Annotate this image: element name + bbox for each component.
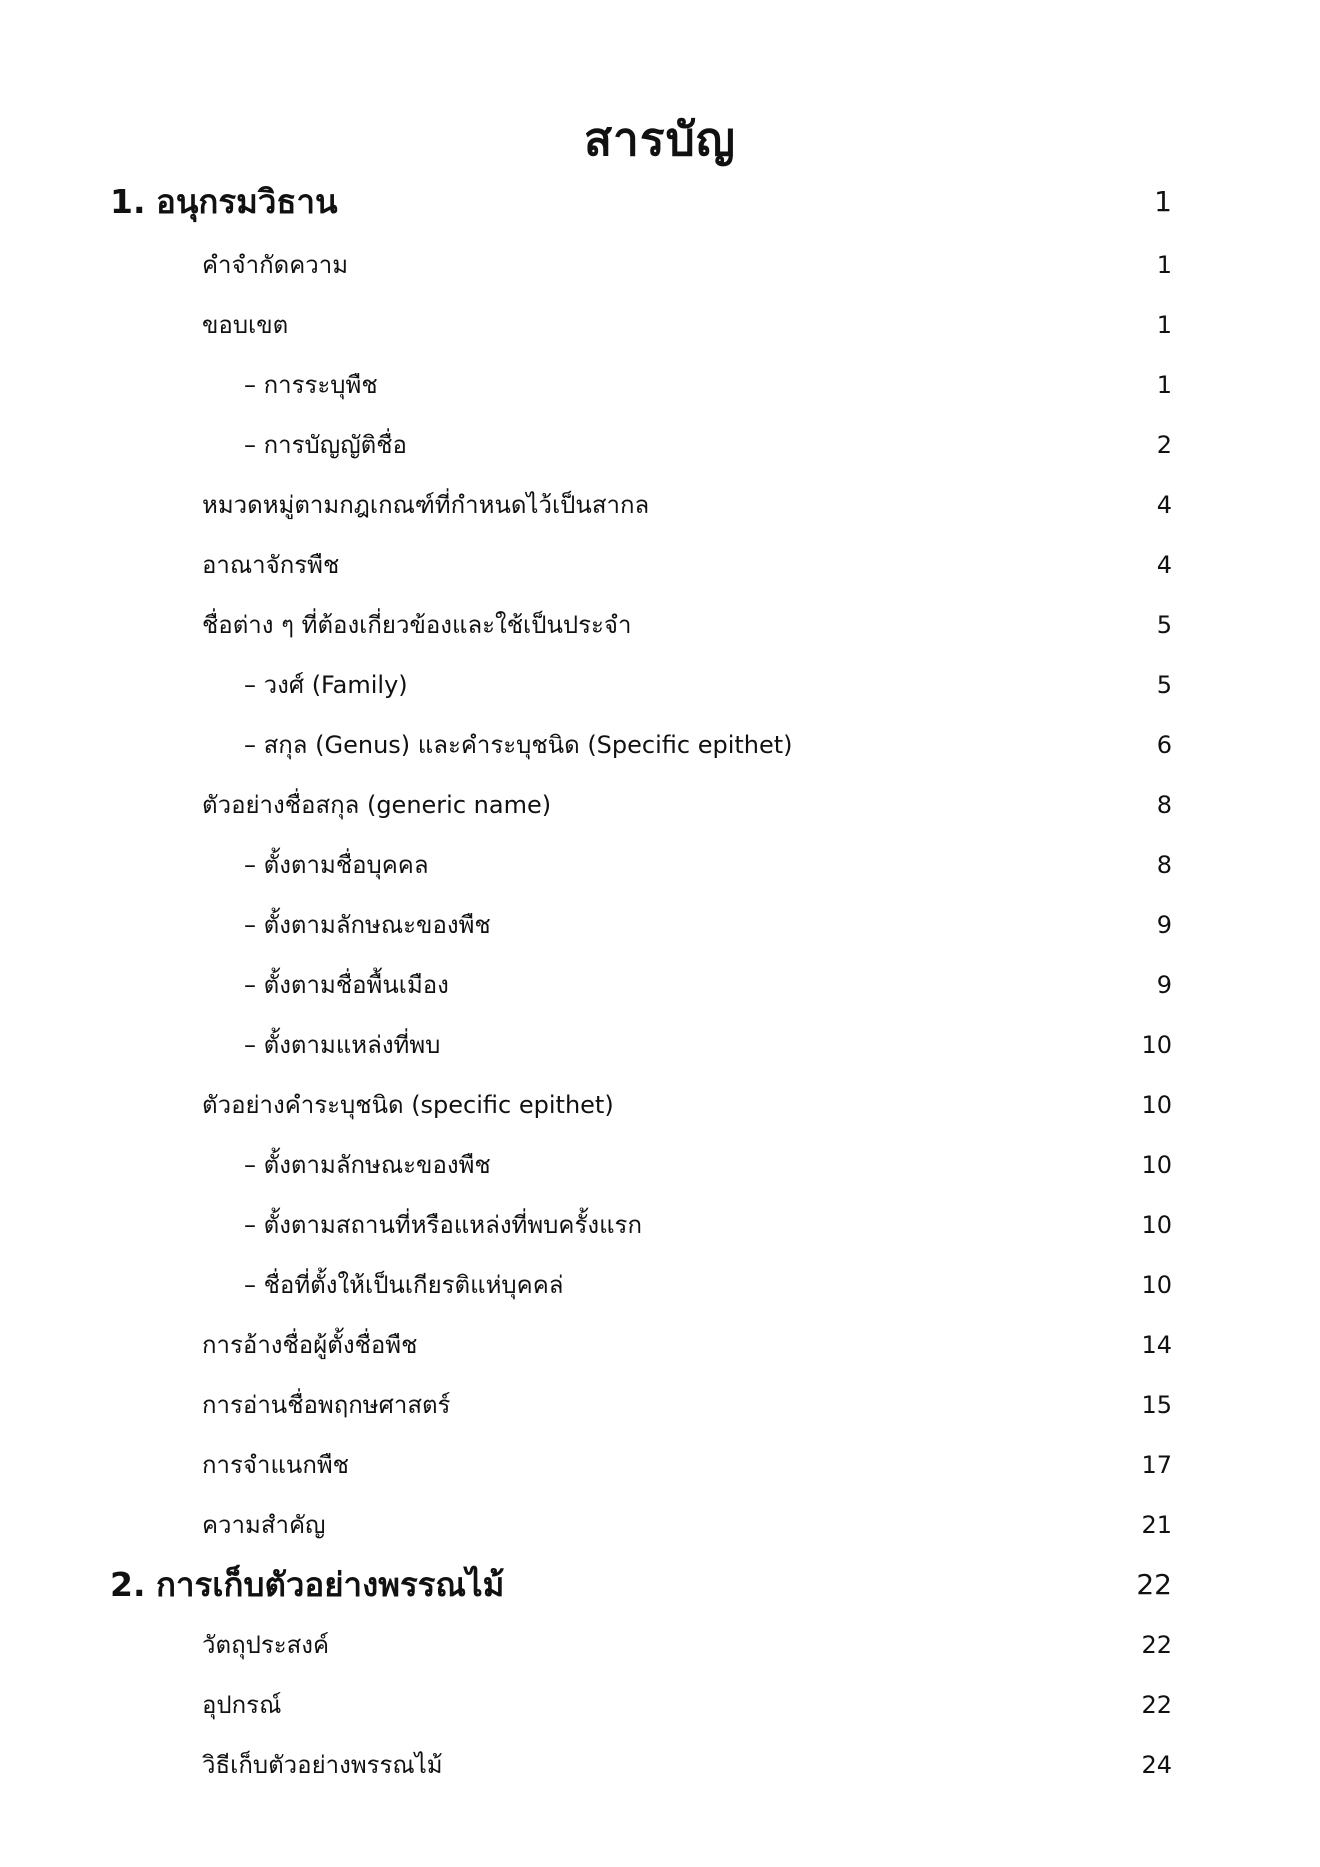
toc-subentry-row (0, 963, 1320, 1007)
toc-entry-row (0, 783, 1320, 827)
toc-entry-row (0, 1503, 1320, 1547)
toc-entry-label: ขอบเขต (202, 311, 289, 339)
section-title: การเก็บตัวอย่างพรรณไม้ (156, 1565, 505, 1604)
toc-subentry-row (0, 723, 1320, 767)
toc-entry-label: คำจำกัดความ (202, 251, 349, 279)
toc-page-number: 22 (1136, 1568, 1172, 1601)
toc-entry-label: – ตั้งตามลักษณะของพืช (244, 1151, 491, 1179)
toc-page-number: 17 (1141, 1451, 1172, 1479)
toc-page-number: 6 (1156, 731, 1172, 759)
toc-page-number: 10 (1141, 1091, 1172, 1119)
toc-entry-row (0, 603, 1320, 647)
toc-page-number: 4 (1156, 551, 1172, 579)
toc-entry-label: – ตั้งตามสถานที่หรือแหล่งที่พบครั้งแรก (244, 1211, 642, 1239)
toc-page-number: 24 (1141, 1751, 1172, 1779)
toc-entry-label: – การระบุพืช (244, 371, 378, 399)
toc-page-number: 22 (1141, 1691, 1172, 1719)
toc-entry-label: หมวดหมู่ตามกฎเกณฑ์ที่กำหนดไว้เป็นสากล (202, 491, 650, 519)
toc-page-number: 15 (1141, 1391, 1172, 1419)
toc-entry-row (0, 303, 1320, 347)
toc-entry-label: – ตั้งตามลักษณะของพืช (244, 911, 491, 939)
toc-subentry-row (0, 843, 1320, 887)
toc-entry-label (110, 1563, 504, 1607)
toc-entry-label: วัตถุประสงค์ (202, 1631, 330, 1659)
toc-page-number: 10 (1141, 1151, 1172, 1179)
section-number: 1. (110, 182, 146, 221)
toc-entry-row (0, 1323, 1320, 1367)
toc-subentry-row (0, 663, 1320, 707)
toc-entry-label: – ชื่อที่ตั้งให้เป็นเกียรติแห่บุคคล่ (244, 1271, 564, 1299)
section-title: อนุกรมวิธาน (156, 182, 338, 221)
toc-page-number: 10 (1141, 1031, 1172, 1059)
toc-page-number: 8 (1156, 791, 1172, 819)
toc-page-number: 5 (1156, 611, 1172, 639)
toc-entry-label: อาณาจักรพืช (202, 551, 340, 579)
toc-entry-label: – สกุล (Genus) และคำระบุชนิด (Specific epithet) (244, 731, 793, 759)
toc-subentry-row (0, 1203, 1320, 1247)
toc-entry-row (0, 1083, 1320, 1127)
toc-page-number: 2 (1156, 431, 1172, 459)
toc-section-row (0, 180, 1320, 224)
toc-subentry-row (0, 903, 1320, 947)
toc-entry-label: อุปกรณ์ (202, 1691, 282, 1719)
toc-entry-label: ตัวอย่างชื่อสกุล (generic name) (202, 791, 552, 819)
toc-page-number: 10 (1141, 1271, 1172, 1299)
toc-entry-label: – การบัญญัติชื่อ (244, 431, 407, 459)
toc-page-number: 1 (1156, 311, 1172, 339)
toc-entry-label: – ตั้งตามชื่อบุคคล (244, 851, 429, 879)
toc-entry-label: – ตั้งตามชื่อพื้นเมือง (244, 971, 449, 999)
toc-entry-label: ความสำคัญ (202, 1511, 326, 1539)
toc-entry-label: การจำแนกพืช (202, 1451, 349, 1479)
toc-section-row (0, 1563, 1320, 1607)
toc-entry-label: การอ้างชื่อผู้ตั้งชื่อพืช (202, 1331, 418, 1359)
toc-entry-label: ชื่อต่าง ๆ ที่ต้องเกี่ยวข้องและใช้เป็นประจำ (202, 611, 632, 639)
toc-entry-row (0, 1683, 1320, 1727)
toc-entry-label: การอ่านชื่อพฤกษศาสตร์ (202, 1391, 451, 1419)
toc-subentry-row (0, 1023, 1320, 1067)
toc-entry-label: – ตั้งตามแหล่งที่พบ (244, 1031, 441, 1059)
toc-page-number: 1 (1154, 185, 1172, 218)
toc-subentry-row (0, 363, 1320, 407)
toc-entry-row (0, 483, 1320, 527)
toc-entry-row (0, 1743, 1320, 1787)
toc-page-number: 14 (1141, 1331, 1172, 1359)
toc-page-number: 5 (1156, 671, 1172, 699)
toc-entry-label (110, 180, 338, 224)
page-title: สารบัญ (583, 112, 736, 166)
toc-entry-row (0, 1383, 1320, 1427)
toc-entry-row (0, 243, 1320, 287)
toc-entry-row (0, 543, 1320, 587)
toc-page-number: 21 (1141, 1511, 1172, 1539)
toc-page-number: 8 (1156, 851, 1172, 879)
toc-page-number: 10 (1141, 1211, 1172, 1239)
toc-page-number: 1 (1156, 371, 1172, 399)
toc-entry-label: ตัวอย่างคำระบุชนิด (specific epithet) (202, 1091, 614, 1119)
toc-page-number: 9 (1156, 911, 1172, 939)
section-number: 2. (110, 1565, 146, 1604)
toc-entry-label: – วงศ์ (Family) (244, 671, 408, 699)
toc-entry-row (0, 1443, 1320, 1487)
toc-subentry-row (0, 423, 1320, 467)
toc-subentry-row (0, 1263, 1320, 1307)
toc-entry-label: วิธีเก็บตัวอย่างพรรณไม้ (202, 1751, 443, 1779)
toc-page-number: 1 (1156, 251, 1172, 279)
toc-page-number: 4 (1156, 491, 1172, 519)
toc-subentry-row (0, 1143, 1320, 1187)
toc-page-number: 9 (1156, 971, 1172, 999)
toc-page-number: 22 (1141, 1631, 1172, 1659)
toc-entry-row (0, 1623, 1320, 1667)
